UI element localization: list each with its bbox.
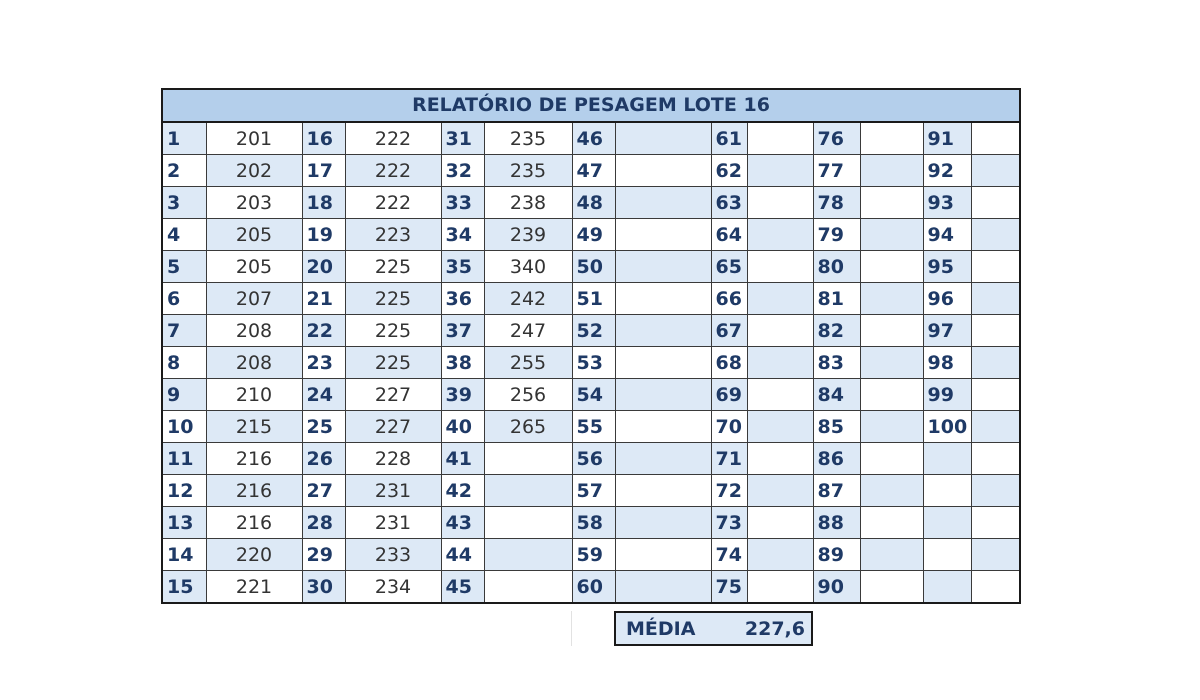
animal-number-cell: 99 xyxy=(923,379,971,411)
weight-cell: 221 xyxy=(206,571,302,603)
weight-cell xyxy=(484,475,572,507)
weight-cell xyxy=(860,475,923,507)
animal-number-cell: 66 xyxy=(711,283,747,315)
animal-number-cell: 33 xyxy=(441,187,484,219)
animal-number-cell: 9 xyxy=(163,379,206,411)
animal-number-cell: 27 xyxy=(302,475,345,507)
animal-number-cell xyxy=(923,507,971,539)
weight-cell xyxy=(971,443,1019,475)
table-row xyxy=(163,571,1019,603)
weight-cell xyxy=(971,411,1019,443)
weight-cell: 242 xyxy=(484,283,572,315)
weight-cell: 255 xyxy=(484,347,572,379)
weight-cell: 208 xyxy=(206,347,302,379)
animal-number-cell: 85 xyxy=(813,411,860,443)
animal-number-cell xyxy=(923,539,971,571)
weight-cell xyxy=(860,123,923,155)
weight-cell xyxy=(971,187,1019,219)
animal-number-cell: 86 xyxy=(813,443,860,475)
table-row xyxy=(163,443,1019,475)
animal-number-cell: 80 xyxy=(813,251,860,283)
weight-cell: 201 xyxy=(206,123,302,155)
weight-cell: 238 xyxy=(484,187,572,219)
animal-number-cell xyxy=(923,475,971,507)
table-row xyxy=(163,187,1019,219)
weight-cell xyxy=(615,219,711,251)
animal-number-cell: 1 xyxy=(163,123,206,155)
animal-number-cell: 45 xyxy=(441,571,484,603)
weight-cell: 234 xyxy=(345,571,441,603)
weight-cell xyxy=(971,123,1019,155)
weight-cell: 207 xyxy=(206,283,302,315)
weight-cell xyxy=(971,219,1019,251)
animal-number-cell: 19 xyxy=(302,219,345,251)
weight-cell: 233 xyxy=(345,539,441,571)
animal-number-cell: 55 xyxy=(572,411,615,443)
animal-number-cell: 78 xyxy=(813,187,860,219)
animal-number-cell: 61 xyxy=(711,123,747,155)
weight-cell xyxy=(615,187,711,219)
weight-cell xyxy=(747,155,813,187)
weight-cell xyxy=(484,443,572,475)
animal-number-cell: 77 xyxy=(813,155,860,187)
animal-number-cell: 15 xyxy=(163,571,206,603)
weight-cell xyxy=(860,571,923,603)
animal-number-cell: 89 xyxy=(813,539,860,571)
animal-number-cell: 39 xyxy=(441,379,484,411)
animal-number-cell: 6 xyxy=(163,283,206,315)
weight-cell xyxy=(747,315,813,347)
animal-number-cell: 18 xyxy=(302,187,345,219)
weight-cell xyxy=(615,315,711,347)
weight-cell xyxy=(615,411,711,443)
weight-cell: 222 xyxy=(345,187,441,219)
weight-cell xyxy=(615,507,711,539)
weight-cell xyxy=(615,283,711,315)
table-row xyxy=(163,155,1019,187)
animal-number-cell: 67 xyxy=(711,315,747,347)
weight-cell: 220 xyxy=(206,539,302,571)
weight-cell xyxy=(860,539,923,571)
weight-cell xyxy=(971,315,1019,347)
report-title: RELATÓRIO DE PESAGEM LOTE 16 xyxy=(163,90,1019,123)
weight-cell xyxy=(971,539,1019,571)
weight-cell: 225 xyxy=(345,251,441,283)
animal-number-cell: 56 xyxy=(572,443,615,475)
animal-number-cell: 10 xyxy=(163,411,206,443)
animal-number-cell: 46 xyxy=(572,123,615,155)
animal-number-cell: 63 xyxy=(711,187,747,219)
animal-number-cell: 35 xyxy=(441,251,484,283)
weight-cell: 228 xyxy=(345,443,441,475)
table-row xyxy=(163,411,1019,443)
animal-number-cell: 13 xyxy=(163,507,206,539)
table-row xyxy=(163,539,1019,571)
animal-number-cell: 12 xyxy=(163,475,206,507)
weight-cell xyxy=(860,347,923,379)
weight-cell xyxy=(860,219,923,251)
animal-number-cell: 90 xyxy=(813,571,860,603)
weight-cell xyxy=(747,123,813,155)
weight-cell: 227 xyxy=(345,411,441,443)
weight-cell xyxy=(615,571,711,603)
weight-cell xyxy=(615,155,711,187)
animal-number-cell: 17 xyxy=(302,155,345,187)
animal-number-cell: 32 xyxy=(441,155,484,187)
animal-number-cell: 96 xyxy=(923,283,971,315)
animal-number-cell: 91 xyxy=(923,123,971,155)
animal-number-cell: 57 xyxy=(572,475,615,507)
animal-number-cell: 36 xyxy=(441,283,484,315)
animal-number-cell: 81 xyxy=(813,283,860,315)
weight-cell xyxy=(971,475,1019,507)
weight-cell: 215 xyxy=(206,411,302,443)
animal-number-cell: 71 xyxy=(711,443,747,475)
animal-number-cell: 43 xyxy=(441,507,484,539)
weight-cell: 235 xyxy=(484,123,572,155)
weight-cell: 202 xyxy=(206,155,302,187)
weight-cell xyxy=(860,379,923,411)
weight-cell xyxy=(484,571,572,603)
animal-number-cell: 100 xyxy=(923,411,971,443)
weight-cell xyxy=(860,315,923,347)
weight-cell xyxy=(860,507,923,539)
weight-cell: 225 xyxy=(345,347,441,379)
animal-number-cell: 22 xyxy=(302,315,345,347)
animal-number-cell: 64 xyxy=(711,219,747,251)
animal-number-cell: 44 xyxy=(441,539,484,571)
weight-cell xyxy=(747,475,813,507)
weight-cell: 247 xyxy=(484,315,572,347)
animal-number-cell: 2 xyxy=(163,155,206,187)
weight-cell xyxy=(484,539,572,571)
weight-cell xyxy=(971,571,1019,603)
animal-number-cell xyxy=(923,571,971,603)
animal-number-cell: 69 xyxy=(711,379,747,411)
weight-cell xyxy=(747,347,813,379)
animal-number-cell: 73 xyxy=(711,507,747,539)
animal-number-cell: 83 xyxy=(813,347,860,379)
weight-cell: 216 xyxy=(206,475,302,507)
animal-number-cell: 59 xyxy=(572,539,615,571)
weight-cell xyxy=(747,379,813,411)
animal-number-cell: 75 xyxy=(711,571,747,603)
animal-number-cell: 41 xyxy=(441,443,484,475)
weight-cell: 265 xyxy=(484,411,572,443)
animal-number-cell: 42 xyxy=(441,475,484,507)
weight-cell xyxy=(747,219,813,251)
table-row xyxy=(163,251,1019,283)
table-row xyxy=(163,347,1019,379)
weight-cell: 231 xyxy=(345,475,441,507)
cell-gridline xyxy=(571,611,572,646)
weight-cell: 210 xyxy=(206,379,302,411)
weight-cell xyxy=(615,379,711,411)
weight-cell xyxy=(971,379,1019,411)
animal-number-cell: 60 xyxy=(572,571,615,603)
weight-cell xyxy=(615,475,711,507)
weight-cell: 205 xyxy=(206,219,302,251)
weight-cell: 203 xyxy=(206,187,302,219)
animal-number-cell: 94 xyxy=(923,219,971,251)
weight-cell: 231 xyxy=(345,507,441,539)
average-box xyxy=(614,611,813,646)
weight-cell xyxy=(860,283,923,315)
animal-number-cell: 58 xyxy=(572,507,615,539)
animal-number-cell: 87 xyxy=(813,475,860,507)
table-row xyxy=(163,507,1019,539)
animal-number-cell: 3 xyxy=(163,187,206,219)
animal-number-cell: 79 xyxy=(813,219,860,251)
weight-cell xyxy=(747,571,813,603)
weight-cell: 256 xyxy=(484,379,572,411)
weight-cell xyxy=(615,539,711,571)
weight-cell: 205 xyxy=(206,251,302,283)
animal-number-cell: 7 xyxy=(163,315,206,347)
animal-number-cell: 51 xyxy=(572,283,615,315)
weighing-report-sheet xyxy=(161,88,1021,604)
animal-number-cell: 65 xyxy=(711,251,747,283)
weight-cell: 235 xyxy=(484,155,572,187)
weight-cell: 340 xyxy=(484,251,572,283)
weighing-table xyxy=(163,123,1019,602)
weight-cell xyxy=(747,539,813,571)
weight-cell: 239 xyxy=(484,219,572,251)
animal-number-cell: 4 xyxy=(163,219,206,251)
animal-number-cell: 11 xyxy=(163,443,206,475)
weight-cell: 225 xyxy=(345,283,441,315)
average-value: 227,6 xyxy=(744,617,805,640)
animal-number-cell: 98 xyxy=(923,347,971,379)
animal-number-cell: 93 xyxy=(923,187,971,219)
animal-number-cell: 74 xyxy=(711,539,747,571)
animal-number-cell xyxy=(923,443,971,475)
animal-number-cell: 50 xyxy=(572,251,615,283)
animal-number-cell: 37 xyxy=(441,315,484,347)
animal-number-cell: 48 xyxy=(572,187,615,219)
weight-cell xyxy=(747,411,813,443)
animal-number-cell: 20 xyxy=(302,251,345,283)
animal-number-cell: 84 xyxy=(813,379,860,411)
weight-cell xyxy=(484,507,572,539)
weight-cell xyxy=(615,443,711,475)
weight-cell xyxy=(747,251,813,283)
animal-number-cell: 72 xyxy=(711,475,747,507)
weight-cell xyxy=(971,283,1019,315)
animal-number-cell: 5 xyxy=(163,251,206,283)
weight-cell xyxy=(747,507,813,539)
animal-number-cell: 82 xyxy=(813,315,860,347)
weighing-table-body xyxy=(163,123,1019,602)
animal-number-cell: 47 xyxy=(572,155,615,187)
weight-cell xyxy=(860,251,923,283)
table-row xyxy=(163,315,1019,347)
table-row xyxy=(163,219,1019,251)
animal-number-cell: 88 xyxy=(813,507,860,539)
animal-number-cell: 52 xyxy=(572,315,615,347)
animal-number-cell: 34 xyxy=(441,219,484,251)
weight-cell xyxy=(747,187,813,219)
animal-number-cell: 14 xyxy=(163,539,206,571)
weight-cell: 222 xyxy=(345,123,441,155)
table-row xyxy=(163,379,1019,411)
table-row xyxy=(163,475,1019,507)
animal-number-cell: 30 xyxy=(302,571,345,603)
weight-cell: 208 xyxy=(206,315,302,347)
animal-number-cell: 28 xyxy=(302,507,345,539)
animal-number-cell: 38 xyxy=(441,347,484,379)
animal-number-cell: 54 xyxy=(572,379,615,411)
weight-cell xyxy=(747,443,813,475)
weight-cell xyxy=(971,347,1019,379)
weight-cell xyxy=(747,283,813,315)
weight-cell xyxy=(615,251,711,283)
animal-number-cell: 53 xyxy=(572,347,615,379)
animal-number-cell: 24 xyxy=(302,379,345,411)
animal-number-cell: 29 xyxy=(302,539,345,571)
animal-number-cell: 16 xyxy=(302,123,345,155)
weight-cell: 222 xyxy=(345,155,441,187)
weight-cell xyxy=(860,443,923,475)
animal-number-cell: 23 xyxy=(302,347,345,379)
animal-number-cell: 40 xyxy=(441,411,484,443)
average-label: MÉDIA xyxy=(626,617,696,640)
weight-cell xyxy=(971,507,1019,539)
animal-number-cell: 68 xyxy=(711,347,747,379)
animal-number-cell: 49 xyxy=(572,219,615,251)
weight-cell xyxy=(615,347,711,379)
weight-cell xyxy=(971,251,1019,283)
weight-cell xyxy=(860,155,923,187)
animal-number-cell: 31 xyxy=(441,123,484,155)
animal-number-cell: 76 xyxy=(813,123,860,155)
weight-cell: 225 xyxy=(345,315,441,347)
animal-number-cell: 62 xyxy=(711,155,747,187)
weight-cell: 216 xyxy=(206,443,302,475)
weight-cell: 223 xyxy=(345,219,441,251)
animal-number-cell: 8 xyxy=(163,347,206,379)
animal-number-cell: 26 xyxy=(302,443,345,475)
animal-number-cell: 21 xyxy=(302,283,345,315)
animal-number-cell: 95 xyxy=(923,251,971,283)
animal-number-cell: 97 xyxy=(923,315,971,347)
weight-cell xyxy=(860,411,923,443)
table-row xyxy=(163,123,1019,155)
weight-cell xyxy=(971,155,1019,187)
weight-cell xyxy=(860,187,923,219)
weight-cell xyxy=(615,123,711,155)
weight-cell: 227 xyxy=(345,379,441,411)
table-row xyxy=(163,283,1019,315)
animal-number-cell: 25 xyxy=(302,411,345,443)
animal-number-cell: 92 xyxy=(923,155,971,187)
weight-cell: 216 xyxy=(206,507,302,539)
animal-number-cell: 70 xyxy=(711,411,747,443)
